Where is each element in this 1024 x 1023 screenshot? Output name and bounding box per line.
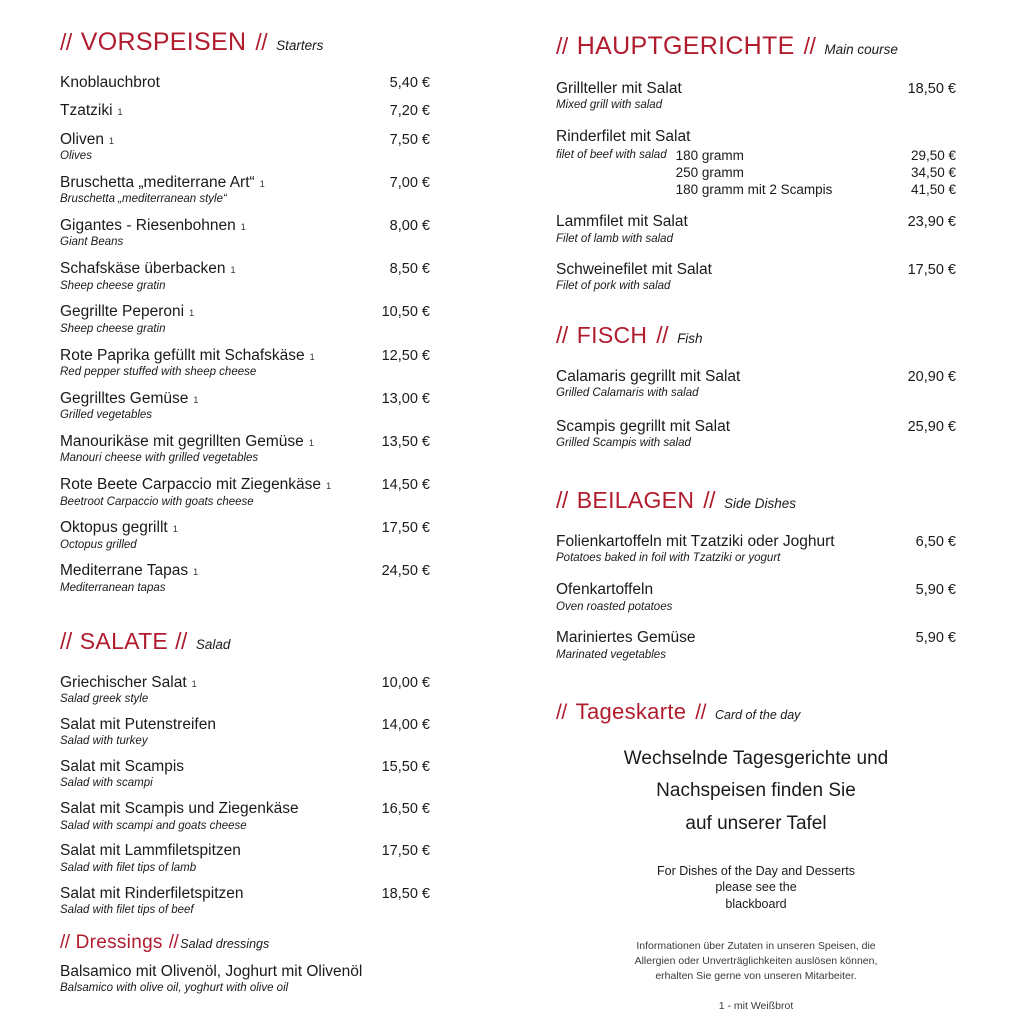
beilagen-items	[556, 532, 956, 663]
menu-item-row	[60, 757, 430, 776]
item-name: Oktopus gegrillt 1	[60, 519, 178, 537]
menu-item	[60, 715, 430, 749]
item-name: Griechischer Salat 1	[60, 673, 197, 691]
menu-item-variant-group	[556, 127, 956, 198]
item-name: Grillteller mit Salat	[556, 80, 682, 97]
menu-item	[60, 302, 430, 336]
item-price: 17,50 €	[907, 261, 956, 278]
item-name: Ofenkartoffeln	[556, 581, 654, 599]
menu-item-row	[556, 79, 956, 98]
section-subtitle: Main course	[824, 42, 898, 57]
menu-item-row	[60, 302, 430, 321]
section-header-fisch	[556, 322, 956, 349]
item-subtitle: Grilled vegetables	[60, 409, 153, 422]
variant-label: 180 gramm	[675, 147, 744, 163]
menu-item	[60, 173, 430, 207]
item-price: 5,40 €	[389, 75, 430, 91]
section-header-vorspeisen	[60, 28, 430, 57]
section-subtitle: Card of the day	[714, 707, 801, 722]
item-subtitle: Filet of lamb with salad	[556, 232, 673, 245]
item-price: 8,50 €	[389, 261, 430, 278]
allergen-marker: 1	[172, 524, 178, 535]
section-header-salate	[60, 628, 430, 655]
section-header-beilagen	[556, 487, 956, 514]
slash-decoration: //	[703, 487, 716, 514]
item-name: Schweinefilet mit Salat	[556, 260, 712, 278]
allergen-marker: 1	[108, 135, 114, 146]
item-price: 18,50 €	[381, 885, 430, 902]
item-subtitle: Bruschetta „mediterranean style“	[60, 193, 227, 206]
tageskarte-en-line-3: blackboard	[725, 897, 787, 912]
menu-item	[556, 532, 956, 566]
menu-item	[60, 884, 430, 918]
allergen-line-1: Informationen über Zutaten in unseren Speisen, die	[636, 940, 876, 953]
allergen-line-2: Allergien oder Unverträglichkeiten auslösen können,	[634, 955, 878, 968]
menu-item	[60, 389, 430, 423]
menu-item-row	[556, 417, 956, 436]
item-price: 7,20 €	[389, 103, 430, 120]
dressing-name: Balsamico mit Olivenöl, Joghurt mit Olivenöl	[60, 963, 363, 980]
item-subtitle: Marinated vegetables	[556, 648, 666, 661]
variant-price: 34,50 €	[910, 164, 956, 180]
item-subtitle: Olives	[60, 150, 92, 163]
variant-row	[676, 164, 956, 181]
menu-item	[60, 130, 430, 164]
allergen-marker: 1	[259, 178, 265, 189]
menu-item-row	[60, 715, 430, 734]
item-name: Salat mit Scampis	[60, 757, 185, 775]
allergen-marker: 1	[191, 678, 197, 689]
item-price: 8,00 €	[389, 218, 430, 235]
tageskarte-line-3: auf unserer Tafel	[685, 812, 827, 834]
allergen-marker: 1	[309, 351, 315, 362]
allergen-line-3: erhalten Sie gerne von unseren Mitarbeiter.	[655, 970, 857, 982]
slash-decoration: //	[556, 487, 568, 514]
menu-item-row	[556, 580, 956, 599]
item-name: Salat mit Rinderfiletspitzen	[60, 884, 244, 902]
menu-item-row	[60, 799, 430, 818]
menu-item	[556, 580, 956, 614]
slash-decoration: //	[803, 33, 816, 59]
slash-decoration: //	[60, 627, 72, 654]
vorspeisen-items	[60, 73, 430, 596]
slash-decoration: //	[656, 321, 669, 348]
menu-item	[60, 101, 430, 120]
allergen-marker: 1	[193, 567, 199, 578]
item-price: 6,50 €	[915, 534, 956, 551]
tageskarte-text-de	[556, 743, 956, 841]
item-name: Rinderfilet mit Salat	[556, 128, 691, 146]
item-name: Folienkartoffeln mit Tzatziki oder Joghurt	[556, 533, 835, 551]
menu-item	[60, 73, 430, 92]
section-header-dressings	[60, 932, 440, 954]
variant-label: 250 gramm	[675, 164, 744, 180]
item-price: 13,50 €	[381, 433, 430, 450]
item-name: Rote Paprika gefüllt mit Schafskäse 1	[60, 346, 315, 364]
menu-item	[60, 432, 430, 466]
item-price: 12,50 €	[381, 347, 430, 364]
item-subtitle: Manouri cheese with grilled vegetables	[60, 452, 259, 465]
menu-item	[556, 79, 956, 113]
menu-item	[60, 475, 430, 509]
section-title: BEILAGEN	[576, 487, 695, 514]
item-name: Gigantes - Riesenbohnen 1	[60, 217, 246, 235]
section-title: FISCH	[576, 321, 648, 348]
item-name: Schafskäse überbacken 1	[60, 260, 236, 278]
dressings-block	[60, 932, 440, 996]
section-title: Tageskarte	[575, 698, 687, 724]
variant-label: 180 gramm mit 2 Scampis	[675, 182, 833, 198]
section-header-tageskarte	[556, 699, 956, 725]
allergen-marker: 1	[308, 437, 314, 448]
menu-item-row	[60, 173, 430, 192]
item-subtitle: Beetroot Carpaccio with goats cheese	[60, 495, 254, 508]
menu-item	[60, 518, 430, 552]
slash-decoration: //	[255, 29, 268, 55]
menu-item	[60, 757, 430, 791]
variant-price: 41,50 €	[910, 182, 956, 198]
item-subtitle: Filet of pork with salad	[556, 279, 671, 292]
item-name: Manourikäse mit gegrillten Gemüse 1	[60, 432, 314, 450]
section-title: VORSPEISEN	[80, 28, 247, 56]
allergen-marker: 1	[117, 107, 123, 118]
variant-row	[676, 181, 956, 198]
menu-item	[60, 673, 430, 707]
slash-decoration: //	[695, 700, 706, 724]
item-price: 7,50 €	[389, 131, 430, 148]
item-subtitle: Red pepper stuffed with sheep cheese	[60, 365, 257, 378]
menu-item	[60, 561, 430, 595]
section-title: HAUPTGERICHTE	[576, 32, 795, 60]
salate-items	[60, 673, 430, 918]
item-subtitle: Grilled Scampis with salad	[556, 437, 691, 450]
fisch-items	[556, 367, 956, 451]
item-price: 15,50 €	[381, 758, 430, 775]
item-subtitle: Oven roasted potatoes	[556, 600, 673, 613]
item-price: 5,90 €	[915, 582, 956, 599]
item-price: 17,50 €	[381, 520, 430, 537]
menu-item	[60, 841, 430, 875]
item-subtitle: Grilled Calamaris with salad	[556, 387, 699, 400]
item-price: 14,00 €	[381, 716, 430, 733]
item-price: 10,00 €	[381, 674, 430, 691]
section-subtitle: Salad dressings	[180, 937, 270, 951]
item-subtitle: Mediterranean tapas	[60, 581, 166, 594]
menu-item	[60, 216, 430, 250]
variant-row	[676, 147, 956, 164]
right-column	[556, 32, 956, 1012]
slash-decoration: //	[60, 932, 70, 953]
menu-item	[556, 628, 956, 662]
item-name: Oliven 1	[60, 130, 114, 148]
tageskarte-en-line-1: For Dishes of the Day and Desserts	[657, 863, 855, 878]
item-name: Scampis gegrillt mit Salat	[556, 417, 731, 435]
section-header-hauptgerichte	[556, 32, 956, 61]
menu-item-row	[60, 73, 430, 92]
item-subtitle: Salad with scampi	[60, 777, 153, 790]
item-name: Mariniertes Gemüse	[556, 629, 696, 647]
item-name: Bruschetta „mediterrane Art“ 1	[60, 173, 265, 191]
menu-item-row	[60, 518, 430, 537]
menu-item	[60, 799, 430, 833]
slash-decoration: //	[60, 29, 72, 55]
slash-decoration: //	[556, 33, 568, 59]
menu-item	[556, 417, 956, 451]
item-subtitle: Salad with filet tips of lamb	[60, 861, 197, 874]
menu-item-row	[556, 367, 956, 386]
menu-item-row	[60, 346, 430, 365]
item-name: Salat mit Lammfiletspitzen	[60, 842, 241, 860]
item-subtitle: Potatoes baked in foil with Tzatziki or yogurt	[556, 552, 781, 565]
section-subtitle: Side Dishes	[724, 496, 797, 512]
menu-item-row	[60, 216, 430, 235]
allergen-marker: 1	[240, 222, 246, 233]
hauptgerichte-items	[556, 79, 956, 294]
item-price: 20,90 €	[907, 368, 956, 385]
slash-decoration: //	[556, 700, 567, 724]
menu-item	[556, 367, 956, 401]
item-price: 13,00 €	[381, 390, 430, 407]
menu-item	[556, 212, 956, 246]
menu-item-row	[556, 212, 956, 231]
menu-item	[60, 346, 430, 380]
footnote-legend: 1 - mit Weißbrot	[718, 999, 794, 1012]
item-subtitle: Giant Beans	[60, 236, 124, 249]
menu-item	[60, 259, 430, 293]
item-subtitle: filet of beef with salad	[556, 148, 667, 161]
tageskarte-line-1: Wechselnde Tagesgerichte und	[623, 747, 889, 769]
variant-table	[556, 147, 956, 199]
section-subtitle: Salad	[195, 636, 231, 652]
section-subtitle: Fish	[677, 330, 703, 346]
menu-item-row	[60, 389, 430, 408]
slash-decoration: //	[175, 627, 187, 654]
allergen-marker: 1	[193, 394, 199, 405]
item-subtitle: Salad with turkey	[60, 735, 148, 748]
item-price: 23,90 €	[907, 214, 956, 231]
menu-item-row	[60, 884, 430, 903]
item-price: 14,50 €	[381, 477, 430, 494]
item-price: 10,50 €	[381, 304, 430, 321]
menu-item-row	[60, 561, 430, 580]
section-title: Dressings	[75, 932, 163, 953]
item-subtitle: Octopus grilled	[60, 538, 137, 551]
item-name: Rote Beete Carpaccio mit Ziegenkäse 1	[60, 476, 332, 494]
slash-decoration: //	[556, 321, 568, 348]
item-subtitle: Salad greek style	[60, 693, 149, 706]
item-price: 16,50 €	[381, 801, 430, 818]
allergen-marker: 1	[189, 308, 195, 319]
tageskarte-en-line-2: please see the	[715, 880, 797, 895]
tageskarte-line-2: Nachspeisen finden Sie	[656, 780, 856, 802]
item-name: Gegrillte Peperoni 1	[60, 303, 195, 321]
item-price: 7,00 €	[389, 174, 430, 191]
item-name: Gegrilltes Gemüse 1	[60, 389, 199, 407]
item-subtitle: Salad with filet tips of beef	[60, 903, 194, 916]
menu-item-row	[60, 101, 430, 120]
menu-item-row	[60, 475, 430, 494]
menu-item-row	[60, 673, 430, 692]
allergen-notice	[556, 939, 956, 984]
item-name: Calamaris gegrillt mit Salat	[556, 367, 741, 385]
menu-item-row	[60, 259, 430, 278]
item-name: Salat mit Putenstreifen	[60, 715, 216, 733]
menu-item-row	[556, 628, 956, 647]
section-subtitle: Starters	[276, 38, 324, 53]
left-column	[60, 28, 430, 918]
menu-item-row	[556, 260, 956, 279]
allergen-marker: 1	[230, 265, 236, 276]
item-subtitle: Salad with scampi and goats cheese	[60, 819, 247, 832]
menu-item-row	[556, 532, 956, 551]
item-name: Knoblauchbrot	[60, 74, 160, 91]
item-name: Mediterrane Tapas 1	[60, 562, 199, 580]
item-name: Tzatziki 1	[60, 102, 123, 120]
menu-item-row	[60, 130, 430, 149]
section-title: SALATE	[79, 627, 169, 654]
item-price: 24,50 €	[381, 563, 430, 580]
item-price: 25,90 €	[907, 418, 956, 435]
variant-price: 29,50 €	[910, 147, 956, 163]
item-price: 5,90 €	[915, 630, 956, 647]
item-name: Lammfilet mit Salat	[556, 213, 688, 231]
item-subtitle: Mixed grill with salad	[556, 99, 663, 112]
dressing-subtitle: Balsamico with olive oil, yoghurt with olive oil	[60, 982, 289, 995]
menu-item-row	[60, 841, 430, 860]
item-subtitle: Sheep cheese gratin	[60, 322, 166, 335]
tageskarte-text-en	[556, 863, 956, 914]
slash-decoration: //	[168, 932, 179, 953]
item-price: 17,50 €	[381, 843, 430, 860]
item-name: Salat mit Scampis und Ziegenkäse	[60, 800, 299, 818]
item-price: 18,50 €	[907, 81, 956, 97]
allergen-marker: 1	[326, 481, 332, 492]
item-subtitle: Sheep cheese gratin	[60, 279, 166, 292]
menu-item	[556, 260, 956, 294]
menu-item-row	[60, 432, 430, 451]
